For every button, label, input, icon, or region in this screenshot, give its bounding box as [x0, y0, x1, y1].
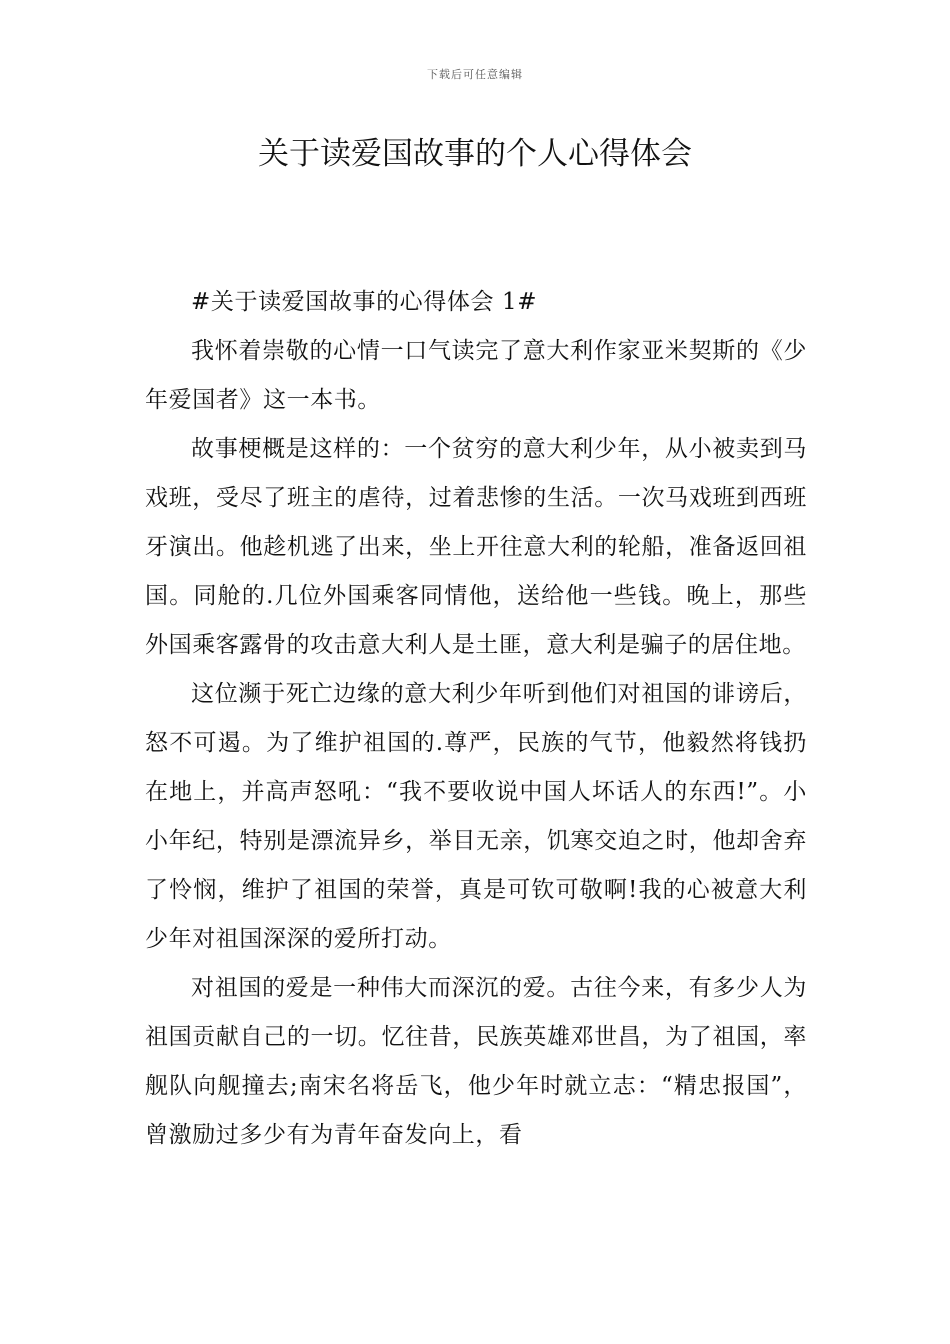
paragraph-3: 这位濒于死亡边缘的意大利少年听到他们对祖国的诽谤后，怒不可遏。为了维护祖国的.尊严，民族的气节，他毅然将钱扔在地上，并高声怒吼：“我不要收说中国人坏话人的东西!”。小小年纪，特别是漂流异乡，举目无亲，饥寒交迫之时，他却舍弃了怜悯，维护了祖国的荣誉，真是可钦可敬啊!我的心被意大利少年对祖国深深的爱所打动。 — [145, 681, 807, 952]
paragraph-2: 故事梗概是这样的：一个贫穷的意大利少年，从小被卖到马戏班，受尽了班主的虐待，过着悲惨的生活。一次马戏班到西班牙演出。他趁机逃了出来，坐上开往意大利的轮船，准备返回祖国。同舱的.几位外国乘客同情他，送给他一些钱。晚上，那些外国乘客露骨的攻击意大利人是土匪，意大利是骗子的居住地。 — [145, 436, 807, 658]
document-body — [145, 278, 807, 1160]
paragraph-4: 对祖国的爱是一种伟大而深沉的爱。古往今来，有多少人为祖国贡献自己的一切。忆往昔，民族英雄邓世昌，为了祖国，率舰队向舰撞去;南宋名将岳飞，他少年时就立志：“精忠报国”，曾激励过多少有为青年奋发向上，看 — [145, 975, 807, 1148]
document-title: 关于读爱国故事的个人心得体会 — [258, 136, 692, 172]
header-note: 下载后可任意编辑 — [427, 68, 523, 81]
section-heading: #关于读爱国故事的心得体会 1# — [191, 289, 538, 315]
paragraph-1: 我怀着崇敬的心情一口气读完了意大利作家亚米契斯的《少年爱国者》这一本书。 — [145, 338, 807, 413]
